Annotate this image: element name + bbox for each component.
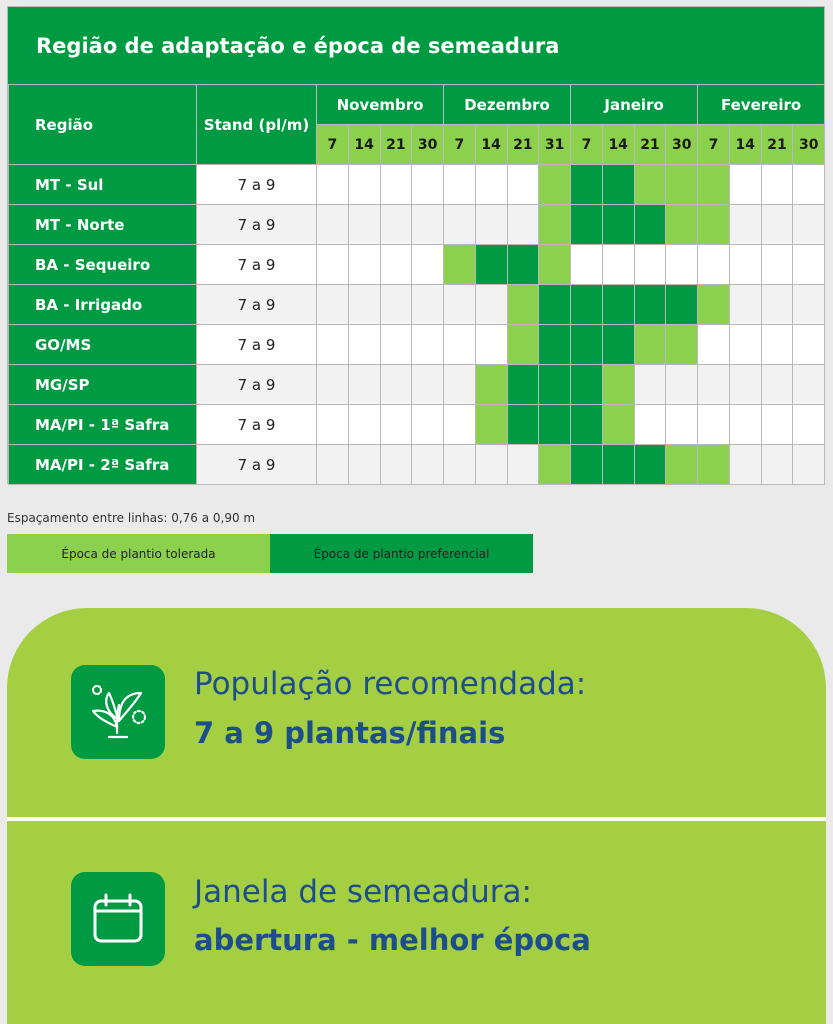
empty-period-cell xyxy=(348,245,380,285)
empty-period-cell xyxy=(666,245,698,285)
stand-cell: 7 a 9 xyxy=(197,325,317,365)
empty-period-cell xyxy=(761,405,793,445)
empty-period-cell xyxy=(348,445,380,485)
table-row xyxy=(9,325,825,365)
empty-period-cell xyxy=(380,365,412,405)
empty-period-cell xyxy=(729,245,761,285)
tolerated-period-cell xyxy=(475,405,507,445)
tolerated-period-cell xyxy=(539,205,571,245)
empty-period-cell xyxy=(666,405,698,445)
tolerated-period-cell xyxy=(666,445,698,485)
empty-period-cell xyxy=(412,165,444,205)
empty-period-cell xyxy=(761,325,793,365)
day-header: 14 xyxy=(729,125,761,165)
tolerated-period-cell xyxy=(666,205,698,245)
preferred-period-cell xyxy=(507,405,539,445)
row-spacing-note: Espaçamento entre linhas: 0,76 a 0,90 m xyxy=(7,511,256,525)
preferred-period-cell xyxy=(634,285,666,325)
preferred-period-cell xyxy=(602,205,634,245)
empty-period-cell xyxy=(348,165,380,205)
region-name-cell: GO/MS xyxy=(9,325,197,365)
month-header: Fevereiro xyxy=(698,85,825,125)
empty-period-cell xyxy=(380,165,412,205)
empty-period-cell xyxy=(761,245,793,285)
day-header: 30 xyxy=(412,125,444,165)
empty-period-cell xyxy=(507,165,539,205)
empty-period-cell xyxy=(444,405,476,445)
month-header: Novembro xyxy=(317,85,444,125)
stand-cell: 7 a 9 xyxy=(197,245,317,285)
stand-cell: 7 a 9 xyxy=(197,165,317,205)
empty-period-cell xyxy=(729,325,761,365)
empty-period-cell xyxy=(729,405,761,445)
empty-period-cell xyxy=(634,405,666,445)
region-name-cell: BA - Sequeiro xyxy=(9,245,197,285)
empty-period-cell xyxy=(507,445,539,485)
preferred-period-cell xyxy=(602,285,634,325)
day-header: 7 xyxy=(571,125,603,165)
tolerated-period-cell xyxy=(634,165,666,205)
empty-period-cell xyxy=(317,245,349,285)
day-header: 14 xyxy=(348,125,380,165)
empty-period-cell xyxy=(317,365,349,405)
empty-period-cell xyxy=(761,165,793,205)
empty-period-cell xyxy=(761,205,793,245)
plant-leaves-icon xyxy=(71,665,165,759)
preferred-period-cell xyxy=(602,165,634,205)
population-label: População recomendada: xyxy=(194,666,587,702)
empty-period-cell xyxy=(761,445,793,485)
empty-period-cell xyxy=(793,325,825,365)
empty-period-cell xyxy=(793,445,825,485)
empty-period-cell xyxy=(412,445,444,485)
empty-period-cell xyxy=(793,405,825,445)
calendar-icon xyxy=(71,872,165,966)
empty-period-cell xyxy=(666,365,698,405)
empty-period-cell xyxy=(793,365,825,405)
day-header: 14 xyxy=(475,125,507,165)
tolerated-period-cell xyxy=(539,165,571,205)
day-header: 30 xyxy=(793,125,825,165)
tolerated-period-cell xyxy=(698,165,730,205)
region-name-cell: MG/SP xyxy=(9,365,197,405)
day-header: 7 xyxy=(444,125,476,165)
day-header: 31 xyxy=(539,125,571,165)
day-header: 21 xyxy=(380,125,412,165)
table-row xyxy=(9,245,825,285)
empty-period-cell xyxy=(444,205,476,245)
day-header: 30 xyxy=(666,125,698,165)
empty-period-cell xyxy=(380,285,412,325)
schedule-table-container xyxy=(7,6,825,484)
table-row xyxy=(9,285,825,325)
region-header: Região xyxy=(9,85,197,165)
region-name-cell: MT - Sul xyxy=(9,165,197,205)
day-header: 7 xyxy=(698,125,730,165)
month-header: Janeiro xyxy=(571,85,698,125)
tolerated-period-cell xyxy=(539,445,571,485)
tolerated-period-cell xyxy=(507,325,539,365)
empty-period-cell xyxy=(444,285,476,325)
empty-period-cell xyxy=(444,165,476,205)
info-panel xyxy=(7,608,826,1024)
empty-period-cell xyxy=(698,405,730,445)
empty-period-cell xyxy=(698,245,730,285)
empty-period-cell xyxy=(412,365,444,405)
preferred-period-cell xyxy=(634,205,666,245)
stand-cell: 7 a 9 xyxy=(197,205,317,245)
empty-period-cell xyxy=(317,205,349,245)
empty-period-cell xyxy=(444,365,476,405)
empty-period-cell xyxy=(412,205,444,245)
empty-period-cell xyxy=(761,365,793,405)
empty-period-cell xyxy=(380,445,412,485)
preferred-period-cell xyxy=(571,205,603,245)
empty-period-cell xyxy=(475,445,507,485)
day-header: 14 xyxy=(602,125,634,165)
legend-tolerated: Época de plantio tolerada xyxy=(7,534,270,573)
empty-period-cell xyxy=(317,285,349,325)
table-row xyxy=(9,165,825,205)
day-header: 7 xyxy=(317,125,349,165)
preferred-period-cell xyxy=(571,445,603,485)
population-value: 7 a 9 plantas/finais xyxy=(194,716,506,750)
empty-period-cell xyxy=(475,285,507,325)
region-name-cell: MT - Norte xyxy=(9,205,197,245)
table-title: Região de adaptação e época de semeadura xyxy=(8,7,824,84)
empty-period-cell xyxy=(317,405,349,445)
table-row xyxy=(9,205,825,245)
tolerated-period-cell xyxy=(475,365,507,405)
preferred-period-cell xyxy=(571,285,603,325)
preferred-period-cell xyxy=(634,445,666,485)
empty-period-cell xyxy=(507,205,539,245)
empty-period-cell xyxy=(475,165,507,205)
empty-period-cell xyxy=(729,445,761,485)
preferred-period-cell xyxy=(571,165,603,205)
region-name-cell: MA/PI - 2ª Safra xyxy=(9,445,197,485)
tolerated-period-cell xyxy=(444,245,476,285)
region-name-cell: MA/PI - 1ª Safra xyxy=(9,405,197,445)
sowing-schedule-table xyxy=(8,84,825,485)
empty-period-cell xyxy=(602,245,634,285)
tolerated-period-cell xyxy=(698,445,730,485)
empty-period-cell xyxy=(729,365,761,405)
month-header: Dezembro xyxy=(444,85,571,125)
month-header-row xyxy=(9,85,825,125)
stand-cell: 7 a 9 xyxy=(197,405,317,445)
empty-period-cell xyxy=(412,245,444,285)
preferred-period-cell xyxy=(571,365,603,405)
empty-period-cell xyxy=(348,325,380,365)
tolerated-period-cell xyxy=(539,245,571,285)
empty-period-cell xyxy=(380,245,412,285)
empty-period-cell xyxy=(412,325,444,365)
preferred-period-cell xyxy=(539,285,571,325)
tolerated-period-cell xyxy=(666,325,698,365)
empty-period-cell xyxy=(412,285,444,325)
empty-period-cell xyxy=(348,405,380,445)
window-value: abertura - melhor época xyxy=(194,923,591,957)
preferred-period-cell xyxy=(475,245,507,285)
preferred-period-cell xyxy=(507,245,539,285)
stand-cell: 7 a 9 xyxy=(197,365,317,405)
empty-period-cell xyxy=(380,205,412,245)
tolerated-period-cell xyxy=(507,285,539,325)
empty-period-cell xyxy=(793,165,825,205)
empty-period-cell xyxy=(698,325,730,365)
tolerated-period-cell xyxy=(698,285,730,325)
tolerated-period-cell xyxy=(698,205,730,245)
day-header: 21 xyxy=(634,125,666,165)
empty-period-cell xyxy=(380,405,412,445)
preferred-period-cell xyxy=(602,445,634,485)
preferred-period-cell xyxy=(666,285,698,325)
empty-period-cell xyxy=(348,285,380,325)
day-header: 21 xyxy=(761,125,793,165)
empty-period-cell xyxy=(380,325,412,365)
tolerated-period-cell xyxy=(666,165,698,205)
empty-period-cell xyxy=(412,405,444,445)
preferred-period-cell xyxy=(539,365,571,405)
panel-divider xyxy=(7,817,826,821)
empty-period-cell xyxy=(793,285,825,325)
empty-period-cell xyxy=(729,285,761,325)
empty-period-cell xyxy=(348,365,380,405)
table-row xyxy=(9,365,825,405)
tolerated-period-cell xyxy=(634,325,666,365)
empty-period-cell xyxy=(475,205,507,245)
stand-header: Stand (pl/m) xyxy=(197,85,317,165)
stand-cell: 7 a 9 xyxy=(197,445,317,485)
tolerated-period-cell xyxy=(602,365,634,405)
empty-period-cell xyxy=(317,325,349,365)
preferred-period-cell xyxy=(507,365,539,405)
table-row xyxy=(9,405,825,445)
empty-period-cell xyxy=(348,205,380,245)
empty-period-cell xyxy=(761,285,793,325)
empty-period-cell xyxy=(729,205,761,245)
empty-period-cell xyxy=(444,445,476,485)
tolerated-period-cell xyxy=(602,405,634,445)
preferred-period-cell xyxy=(571,405,603,445)
empty-period-cell xyxy=(475,325,507,365)
legend-preferred: Época de plantio preferencial xyxy=(270,534,533,573)
stand-cell: 7 a 9 xyxy=(197,285,317,325)
empty-period-cell xyxy=(634,365,666,405)
preferred-period-cell xyxy=(539,325,571,365)
schedule-rows xyxy=(9,165,825,485)
empty-period-cell xyxy=(634,245,666,285)
preferred-period-cell xyxy=(539,405,571,445)
window-label: Janela de semeadura: xyxy=(194,874,532,910)
preferred-period-cell xyxy=(602,325,634,365)
empty-period-cell xyxy=(793,205,825,245)
empty-period-cell xyxy=(793,245,825,285)
empty-period-cell xyxy=(698,365,730,405)
empty-period-cell xyxy=(729,165,761,205)
table-row xyxy=(9,445,825,485)
empty-period-cell xyxy=(571,245,603,285)
region-name-cell: BA - Irrigado xyxy=(9,285,197,325)
empty-period-cell xyxy=(317,445,349,485)
empty-period-cell xyxy=(317,165,349,205)
day-header: 21 xyxy=(507,125,539,165)
preferred-period-cell xyxy=(571,325,603,365)
empty-period-cell xyxy=(444,325,476,365)
